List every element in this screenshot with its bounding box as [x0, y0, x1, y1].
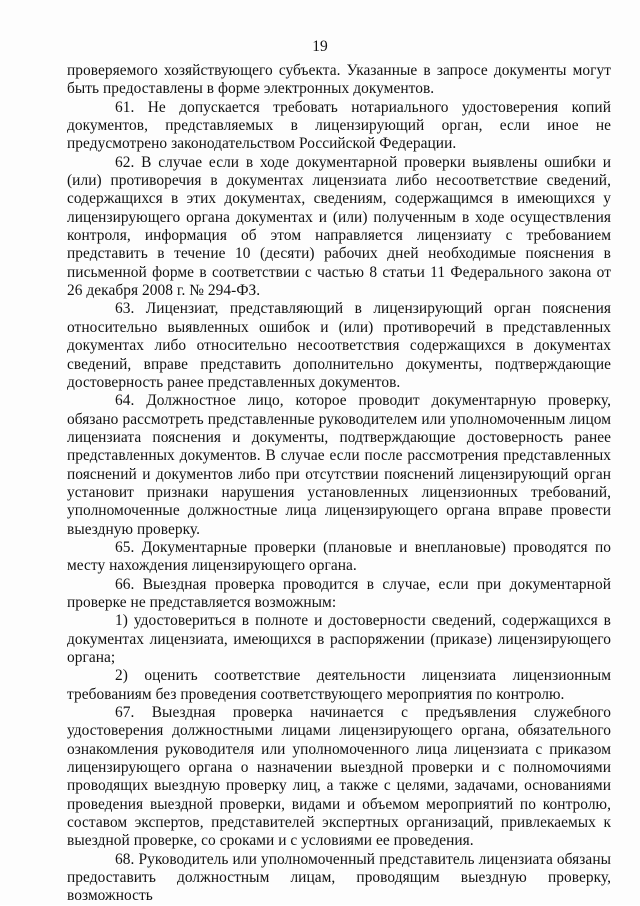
- paragraph-61: 61. Не допускается требовать нотариального удостоверения копий документов, представляемых в лицензирующий орган, если иное не предусмотрено законодательством Российской Федерации.: [67, 98, 611, 153]
- paragraph-67: 67. Выездная проверка начинается с предъявления служебного удостоверения должностными лицами лицензирующего органа, обязательного ознакомления руководителя или уполномоченного лица лицензиата с приказом лицензирующего органа о назначении выездной проверки и с полномочиями проводящих выездную проверку лиц, а также с целями, задачами, основаниями проведения выездной проверки, видами и объемом мероприятий по контролю, составом экспертов, представителей экспертных организаций, привлекаемых к выездной проверке, со сроками и с условиями ее проведения.: [67, 704, 611, 850]
- paragraph-63: 63. Лицензиат, представляющий в лицензирующий орган пояснения относительно выявленных ошибок и (или) противоречий в представленных документах либо относительно несоответствия содержащихся в документах сведений, вправе представить дополнительно документы, подтверждающие достоверность ранее представленных документов.: [67, 300, 611, 391]
- page-number: 19: [312, 38, 328, 55]
- paragraph-65: 65. Документарные проверки (плановые и внеплановые) проводятся по месту нахождения лицензирующего органа.: [67, 538, 611, 575]
- paragraph-continuation: проверяемого хозяйствующего субъекта. Указанные в запросе документы могут быть предоставлены в форме электронных документов.: [67, 62, 611, 98]
- paragraph-66: 66. Выездная проверка проводится в случае, если при документарной проверке не представляется возможным:: [67, 575, 611, 611]
- paragraph-62: 62. В случае если в ходе документарной проверки выявлены ошибки и (или) противоречия в документах лицензиата либо несоответствие сведений, содержащихся в этих документах, сведениям, содержащимся в имеющихся у лицензирующего органа документах и (или) полученным в ходе осуществления контроля, информация об этом направляется лицензиату с требованием представить в течение 10 (десяти) рабочих дней необходимые пояснения в письменной форме в соответствии с частью 8 статьи 11 Федерального закона от 26 декабря 2008 г. № 294-ФЗ.: [67, 153, 611, 300]
- paragraph-68: 68. Руководитель или уполномоченный представитель лицензиата обязаны предоставить должностным лицам, проводящим выездную проверку, возможность: [67, 850, 611, 905]
- list-item-66-1: 1) удостовериться в полноте и достоверности сведений, содержащихся в документах лицензиата, имеющихся в распоряжении (приказе) лицензирующего органа;: [67, 612, 611, 666]
- list-item-66-2: 2) оценить соответствие деятельности лицензиата лицензионным требованиям без проведения соответствующего мероприятия по контролю.: [67, 667, 611, 703]
- paragraph-64: 64. Должностное лицо, которое проводит документарную проверку, обязано рассмотреть представленные руководителем или уполномоченным лицом лицензиата пояснения и документы, подтверждающие достоверность ранее представленных документов. В случае если после рассмотрения представленных пояснений и документов либо при отсутствии пояснений лицензирующий орган установит признаки нарушения установленных лицензионных требований, уполномоченные должностные лица лицензирующего органа вправе провести выездную проверку.: [67, 392, 611, 538]
- document-body: [67, 62, 611, 906]
